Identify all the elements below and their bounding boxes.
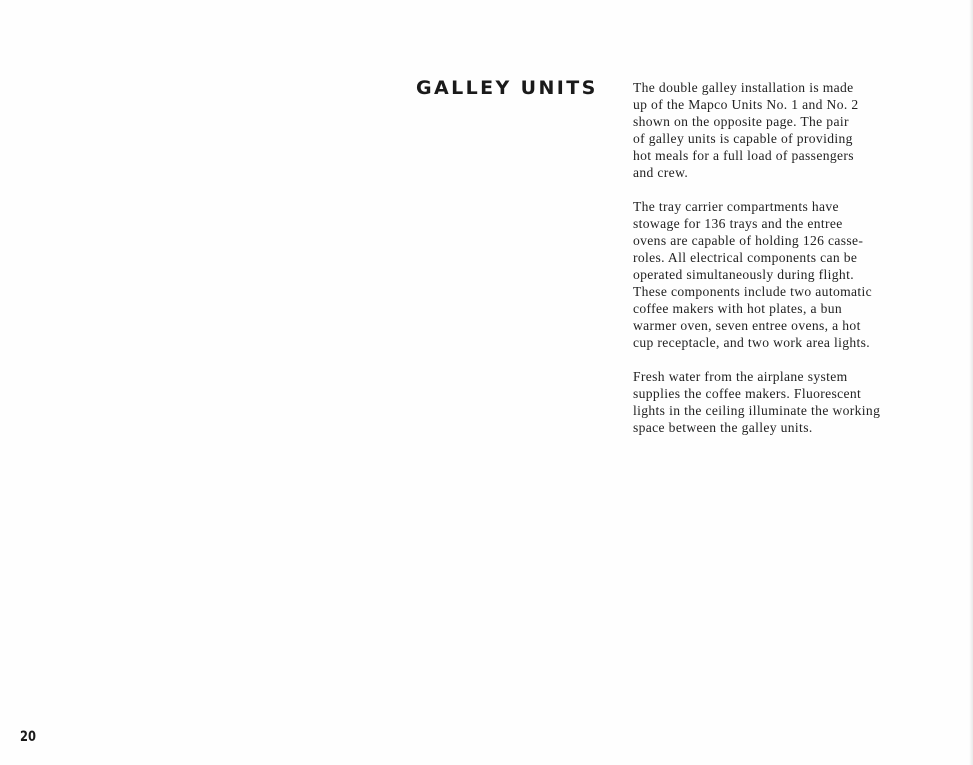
paragraph-fresh-water: Fresh water from the airplane system supplies the coffee makers. Fluorescent lights in the ceiling illuminate the working space between the galley units.: [633, 369, 881, 435]
body-text: [633, 79, 933, 453]
paragraph-tray-carrier: The tray carrier compartments have stowage for 136 trays and the entree ovens are capable of holding 126 casse- roles. All electrical components can be operated simultaneously during flight. These components include two automatic coffee makers with hot plates, a bun warmer oven, seven entree ovens, a hot cup receptacle, and two work area lights.: [633, 199, 873, 350]
page-number: 20: [20, 729, 36, 745]
section-heading: GALLEY UNITS: [416, 77, 598, 99]
page-edge: [969, 0, 973, 765]
paragraph-galley-installation: The double galley installation is made up of the Mapco Units No. 1 and No. 2 shown on the opposite page. The pair of galley units is capable of providing hot meals for a full load of passengers and crew.: [633, 80, 859, 180]
